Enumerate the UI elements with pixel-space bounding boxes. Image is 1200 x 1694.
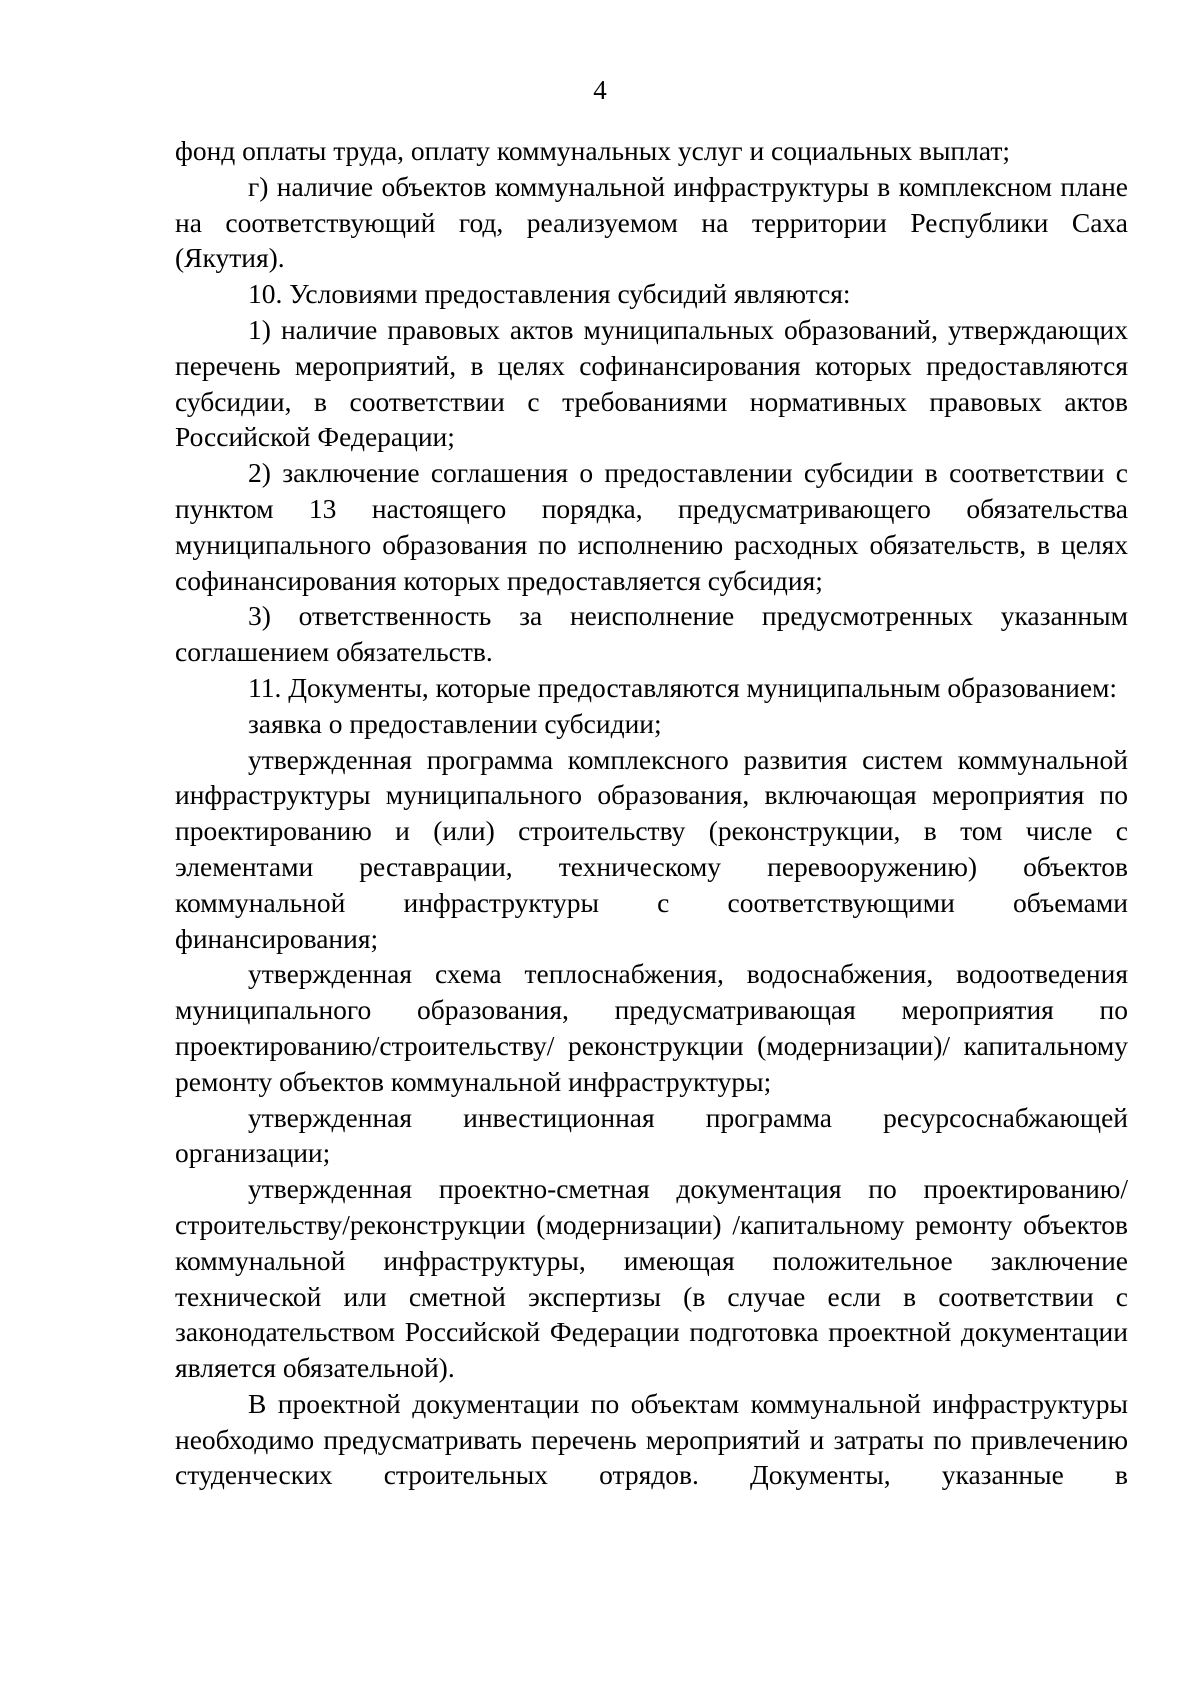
paragraph-item-2: 2) заключение соглашения о предоставлении субсидии в соответствии с пунктом 13 настоящего порядка, предусматривающего обязательства муниципального образования по исполнению расходных обязательств, в целях софинансирования которых предоставляется субсидия; bbox=[175, 457, 1128, 596]
paragraph-item-1: 1) наличие правовых актов муниципальных образований, утверждающих перечень мероприятий, в целях софинансирования которых предоставляются субсидии, в соответствии с требованиями нормативных правовых актов Российской Федерации; bbox=[175, 313, 1128, 453]
paragraph-development-program: утвержденная программа комплексного развития систем коммунальной инфраструктуры муниципального образования, включающая мероприятия по проектированию и (или) строительству (реконструкции, в том числе с элементами реставрации, техническому перевооружению) объектов коммунальной инфраструктуры с соответствующими объемами финансирования; bbox=[175, 743, 1128, 954]
paragraph-section-10: 10. Условиями предоставления субсидий являются: bbox=[248, 278, 851, 310]
paragraph-item-3: 3) ответственность за неисполнение предусмотренных указанным соглашением обязательств. bbox=[175, 600, 1128, 668]
paragraph-item-g: г) наличие объектов коммунальной инфраструктуры в комплексном плане на соответствующий год, реализуемом на территории Республики Саха (Якутия). bbox=[175, 170, 1128, 274]
paragraph-design-documentation: утвержденная проектно-сметная документация по проектированию/строительству/реконструкции (модернизации) /капитальному ремонту объектов коммунальной инфраструктуры, имеющая положительное заключение технической или сметной экспертизы (в случае если в соответствии с законодательством Российской Федерации подготовка проектной документации является обязательной). bbox=[175, 1173, 1128, 1384]
page-number: 4 bbox=[593, 75, 607, 105]
paragraph-investment-program: утвержденная инвестиционная программа ресурсоснабжающей организации; bbox=[175, 1101, 1128, 1169]
paragraph-section-11: 11. Документы, которые предоставляются муниципальным образованием: bbox=[248, 671, 1118, 703]
paragraph-continuation: фонд оплаты труда, оплату коммунальных услуг и социальных выплат; bbox=[175, 135, 1011, 166]
paragraph-student-teams: В проектной документации по объектам коммунальной инфраструктуры необходимо предусматривать перечень мероприятий и затраты по привлечению студенческих строительных отрядов. Документы, указанные в bbox=[175, 1387, 1128, 1491]
document-body bbox=[175, 133, 1128, 1493]
paragraph-application: заявка о предоставлении субсидии; bbox=[248, 707, 662, 739]
paragraph-supply-scheme: утвержденная схема теплоснабжения, водоснабжения, водоотведения муниципального образования, предусматривающая мероприятия по проектированию/строительству/ реконструкции (модернизации)/ капитальному ремонту объектов коммунальной инфраструктуры; bbox=[175, 958, 1128, 1097]
